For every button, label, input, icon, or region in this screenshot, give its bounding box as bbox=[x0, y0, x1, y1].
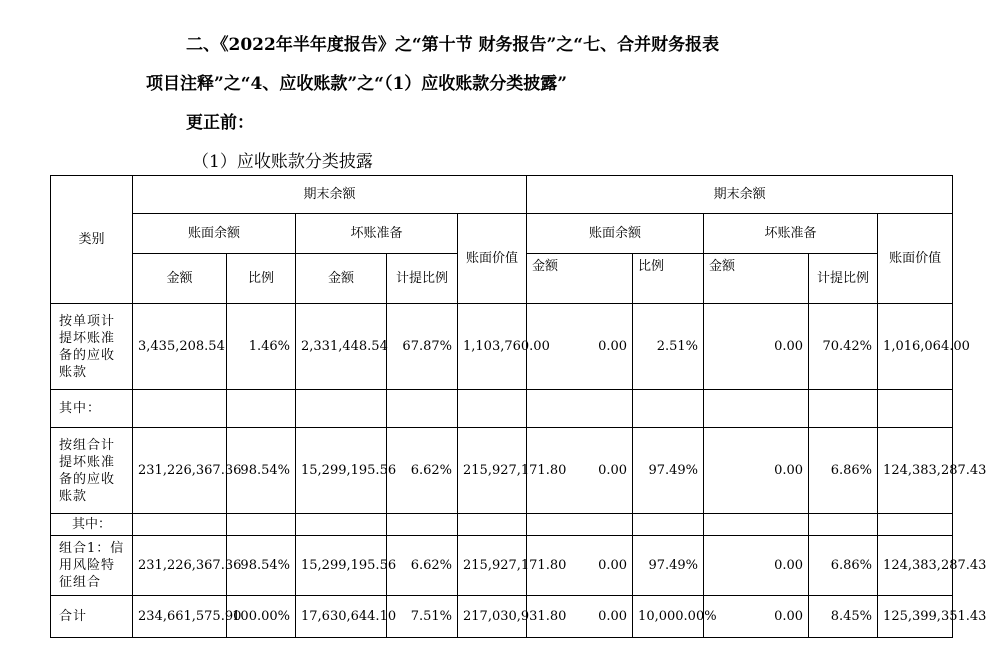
cell-bd-ratio-2 bbox=[809, 390, 878, 428]
cell-bd-amount: 15,299,195.56 bbox=[296, 536, 387, 596]
cell-amount-2 bbox=[527, 390, 633, 428]
cell-amount: 234,661,575.90 bbox=[133, 596, 227, 638]
cell-bd-ratio: 6.62% bbox=[387, 428, 458, 514]
cell-book-value-2: 124,383,287.43 bbox=[878, 428, 953, 514]
cell-book-value: 215,927,171.80 bbox=[458, 536, 527, 596]
receivables-table bbox=[50, 175, 986, 638]
cell-ratio-2 bbox=[633, 514, 704, 536]
cell-amount bbox=[133, 390, 227, 428]
header-ratio-2: 比例 bbox=[633, 254, 704, 304]
header-period-end: 期末余额 bbox=[133, 176, 527, 214]
cell-book-value-2: 124,383,287.43 bbox=[878, 536, 953, 596]
cell-bd-ratio: 6.62% bbox=[387, 536, 458, 596]
cell-ratio bbox=[227, 514, 296, 536]
cell-bd-amount: 15,299,195.56 bbox=[296, 428, 387, 514]
cell-bd-amount-2: 0.00 bbox=[704, 304, 809, 390]
cell-bd-amount-2: 0.00 bbox=[704, 536, 809, 596]
header-book-value: 账面价值 bbox=[458, 214, 527, 304]
cell-bd-amount: 17,630,644.10 bbox=[296, 596, 387, 638]
cell-book-value: 215,927,171.80 bbox=[458, 428, 527, 514]
section-title: （1）应收账款分类披露 bbox=[192, 152, 373, 172]
cell-bd-ratio-2: 6.86% bbox=[809, 536, 878, 596]
table-row bbox=[51, 596, 953, 638]
header-amount: 金额 bbox=[133, 254, 227, 304]
cell-amount: 231,226,367.36 bbox=[133, 428, 227, 514]
cell-ratio bbox=[227, 390, 296, 428]
cell-ratio-2: 97.49% bbox=[633, 536, 704, 596]
cell-bd-amount-2: 0.00 bbox=[704, 596, 809, 638]
header-book-value-2: 账面价值 bbox=[878, 214, 953, 304]
cell-book-value bbox=[458, 514, 527, 536]
cell-bd-amount bbox=[296, 514, 387, 536]
cell-bd-amount-2 bbox=[704, 390, 809, 428]
table-row bbox=[51, 428, 953, 514]
cell-bd-ratio: 7.51% bbox=[387, 596, 458, 638]
row-category: 其中： bbox=[51, 514, 133, 536]
cell-bd-amount bbox=[296, 390, 387, 428]
table-row bbox=[51, 304, 953, 390]
row-category: 合计 bbox=[51, 596, 133, 638]
cell-book-value-2 bbox=[878, 390, 953, 428]
cell-ratio-2: 10,000.00% bbox=[633, 596, 704, 638]
cell-amount: 231,226,367.36 bbox=[133, 536, 227, 596]
cell-ratio: 1.46% bbox=[227, 304, 296, 390]
cell-bd-ratio-2: 70.42% bbox=[809, 304, 878, 390]
cell-bd-amount: 2,331,448.54 bbox=[296, 304, 387, 390]
cell-book-value-2: 125,399,351.43 bbox=[878, 596, 953, 638]
cell-bd-ratio: 67.87% bbox=[387, 304, 458, 390]
header-book-balance: 账面余额 bbox=[133, 214, 296, 254]
cell-book-value bbox=[458, 390, 527, 428]
cell-amount-2: 0.00 bbox=[527, 536, 633, 596]
header-category: 类别 bbox=[51, 176, 133, 304]
cell-amount-2 bbox=[527, 514, 633, 536]
row-category: 按单项计提坏账准备的应收账款 bbox=[51, 304, 133, 390]
heading-line-2: 项目注释”之“4、应收账款”之“（1）应收账款分类披露” bbox=[146, 74, 568, 94]
heading-line-1: 二、《2022年半年度报告》之“第十节 财务报告”之“七、合并财务报表 bbox=[186, 35, 720, 55]
header-bd-ratio-2: 计提比例 bbox=[809, 254, 878, 304]
cell-bd-ratio bbox=[387, 390, 458, 428]
header-bd-amount-2: 金额 bbox=[704, 254, 809, 304]
cell-bd-ratio-2: 6.86% bbox=[809, 428, 878, 514]
header-bad-debt: 坏账准备 bbox=[296, 214, 458, 254]
cell-book-value: 1,103,760.00 bbox=[458, 304, 527, 390]
before-correction-label: 更正前： bbox=[186, 113, 254, 133]
cell-ratio: 98.54% bbox=[227, 536, 296, 596]
cell-ratio-2: 2.51% bbox=[633, 304, 704, 390]
cell-bd-amount-2: 0.00 bbox=[704, 428, 809, 514]
cell-ratio-2 bbox=[633, 390, 704, 428]
header-bad-debt-2: 坏账准备 bbox=[704, 214, 878, 254]
cell-ratio-2: 97.49% bbox=[633, 428, 704, 514]
table-row bbox=[51, 514, 953, 536]
cell-bd-ratio-2 bbox=[809, 514, 878, 536]
cell-book-value-2 bbox=[878, 514, 953, 536]
row-category: 其中： bbox=[51, 390, 133, 428]
cell-ratio: 100.00% bbox=[227, 596, 296, 638]
row-category: 组合1：信用风险特征组合 bbox=[51, 536, 133, 596]
cell-amount-2: 0.00 bbox=[527, 428, 633, 514]
header-book-balance-2: 账面余额 bbox=[527, 214, 704, 254]
cell-book-value-2: 1,016,064.00 bbox=[878, 304, 953, 390]
cell-bd-ratio-2: 8.45% bbox=[809, 596, 878, 638]
header-period-end-2: 期末余额 bbox=[527, 176, 953, 214]
cell-ratio: 98.54% bbox=[227, 428, 296, 514]
table-row bbox=[51, 536, 953, 596]
cell-amount-2: 0.00 bbox=[527, 596, 633, 638]
cell-bd-amount-2 bbox=[704, 514, 809, 536]
cell-amount: 3,435,208.54 bbox=[133, 304, 227, 390]
header-ratio: 比例 bbox=[227, 254, 296, 304]
cell-book-value: 217,030,931.80 bbox=[458, 596, 527, 638]
cell-amount bbox=[133, 514, 227, 536]
header-bd-ratio: 计提比例 bbox=[387, 254, 458, 304]
header-amount-2: 金额 bbox=[527, 254, 633, 304]
row-category: 按组合计提坏账准备的应收账款 bbox=[51, 428, 133, 514]
table-row bbox=[51, 390, 953, 428]
cell-bd-ratio bbox=[387, 514, 458, 536]
cell-amount-2: 0.00 bbox=[527, 304, 633, 390]
header-bd-amount: 金额 bbox=[296, 254, 387, 304]
